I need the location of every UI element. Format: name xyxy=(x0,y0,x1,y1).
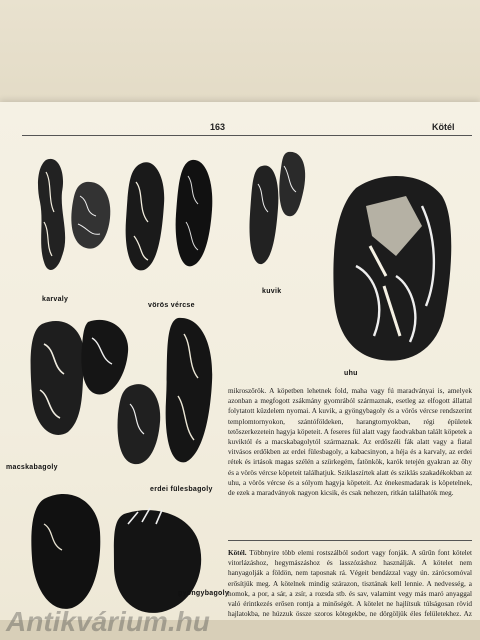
kotel-entry xyxy=(228,548,472,630)
gyongybagoly-pellet-illustration xyxy=(28,484,218,622)
kotel-paragraph: Többnyire több elemi rostszálból sodort vagy fonják. A sűrűn font kötelet vitorlázáshoz, hegymászáshoz és lasszózáshoz használják. A kötelet nem hanyagolják a földön, nem taposnak rá. Végeit bendázzal vagy ún. zárócsomóval erősítjük meg. A kötelnek mindig szárazon, tisztának kell lennie. A nedvesség, a homok, a por, a sár, a zsír, a rozsda stb. és sav, valamint vegy más maró anyaggal való érintkezés erősen rontja a minőségét. A kötelet ne hajlítsuk túlságosan rövid hajlatokba, ne húzzuk össze szoros kötegekbe, ne dörgöljük éles felületekhez. Az xyxy=(228,549,472,619)
caption-macskabagoly: macskabagoly xyxy=(6,464,58,471)
kotel-headword: Kötél. xyxy=(228,549,247,557)
watermark: Antikvárium.hu xyxy=(6,606,210,637)
uhu-pellet-illustration xyxy=(326,166,456,366)
caption-voros-vercse: vörös vércse xyxy=(148,302,195,309)
desk-background xyxy=(0,0,480,108)
caption-uhu: uhu xyxy=(344,370,358,377)
page-number: 163 xyxy=(210,122,226,132)
section-divider xyxy=(228,540,472,541)
voros-vercse-pellet-illustration xyxy=(118,152,218,284)
caption-kuvik: kuvik xyxy=(262,288,282,295)
caption-karvaly: karvaly xyxy=(42,296,69,303)
header-rule xyxy=(22,135,472,136)
karvaly-pellet-illustration xyxy=(32,152,116,282)
running-head: Kötél xyxy=(432,122,455,132)
kuvik-pellet-illustration xyxy=(244,146,310,276)
pellets-paragraph: mikroszőrök. A köpetben lehetnek fold, maha vagy fú maradványai is, amelyek azonban a megfogott zsákmány gyomrából származnak, esetleg az elfogott állattal folytatott küzdelem nyomai. A kuvik, a gyöngybagoly és a vörös vércse rendszerint templomtornyokon, szántóföldeken, harangtornyokban, régi épületek tetőszerkezetein hagyja köpeteit. A feseres fül alatt vagy faodvakban talált köpetek a kuviktól és a macskabagolytól származnak. Az erdőszéli fák alatt vagy a fiatal vitvásos erdőkben az erdei fülesbagoly, a kabacsinyon, a héja és a karvaly, az erdei rétek és irtások magas szélén a szürkegém, fatönkök, karók tetején gyakran az őhy és a vörös vércse köpeteit találhatjuk. Sziklaszírtek alatt és sziklás szakadékokban az uhu, a vörös vércse és a sólyom hagyja köpeteit. Az énekesmadarak is köpetelnek, de ezek a maradványok nagyon kicsik, és csak nehezen, ritkán találhatók meg. xyxy=(228,387,472,498)
caption-erdei-fulesbagoly: erdei fülesbagoly xyxy=(150,486,213,493)
caption-gyongybagoly: gyöngybagoly xyxy=(178,590,230,597)
erdei-fulesbagoly-pellet-illustration xyxy=(108,316,218,476)
